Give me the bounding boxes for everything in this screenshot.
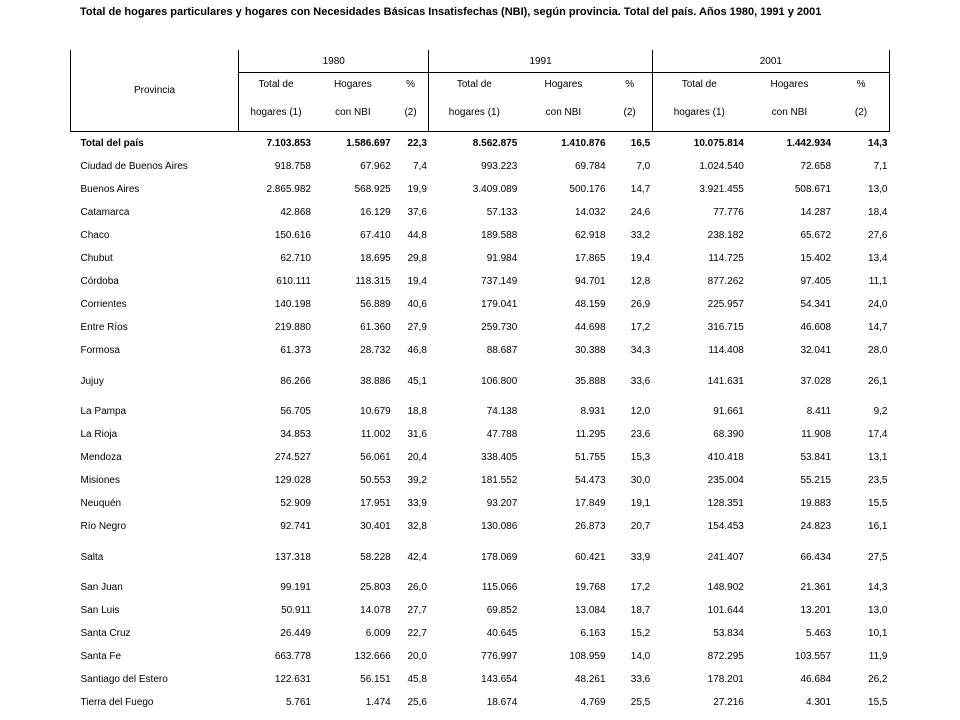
- value-cell: 148.902: [707, 582, 744, 593]
- value-cell: 62.710: [280, 253, 311, 264]
- table-row: [71, 224, 890, 247]
- value-cell: 108.959: [569, 651, 606, 662]
- value-cell: 508.671: [794, 184, 832, 195]
- value-cell: 46.608: [800, 322, 832, 333]
- table-row: [71, 155, 890, 178]
- value-cell: 26,1: [868, 375, 888, 387]
- value-cell: 26,2: [868, 674, 888, 685]
- value-cell: 51.755: [574, 452, 606, 463]
- value-cell: 17.865: [574, 253, 606, 264]
- value-cell: 67.410: [360, 230, 391, 241]
- subheader-total: Total de: [456, 78, 492, 90]
- value-cell: 16,1: [868, 521, 888, 532]
- value-cell: 5.761: [285, 697, 311, 708]
- value-cell: 42,4: [407, 551, 427, 563]
- value-cell: 122.631: [274, 674, 311, 685]
- value-cell: 33,9: [630, 551, 651, 563]
- value-cell: 46.684: [800, 674, 832, 685]
- value-cell: 13,0: [868, 605, 888, 616]
- value-cell: 30,0: [630, 475, 651, 486]
- value-cell: 7,1: [873, 161, 888, 172]
- value-cell: 410.418: [707, 452, 744, 463]
- value-cell: 26,0: [407, 582, 427, 593]
- value-cell: 14.078: [360, 605, 391, 616]
- value-cell: 33,2: [630, 230, 651, 241]
- value-cell: 12,8: [630, 276, 651, 287]
- province-name-cell: Neuquén: [80, 498, 122, 509]
- value-cell: 27,6: [868, 230, 888, 241]
- table-row: [71, 668, 890, 691]
- subheader-note-2: (2): [608, 95, 653, 132]
- value-cell: 99.191: [280, 582, 311, 593]
- value-cell: 18.695: [360, 253, 391, 264]
- value-cell: 18.674: [486, 697, 518, 708]
- nbi-table-sheet: [70, 50, 890, 714]
- value-cell: 8.562.875: [472, 138, 518, 149]
- value-cell: 25.803: [360, 582, 391, 593]
- value-cell: 91.984: [486, 253, 518, 264]
- value-cell: 178.201: [707, 674, 744, 685]
- value-cell: 106.800: [481, 375, 518, 387]
- value-cell: 14.032: [574, 207, 606, 218]
- value-cell: 918.758: [274, 161, 311, 172]
- value-cell: 11.908: [801, 429, 832, 440]
- value-cell: 62.918: [574, 230, 606, 241]
- table-row: [71, 622, 890, 645]
- value-cell: 114.725: [708, 253, 744, 264]
- value-cell: 776.997: [481, 651, 518, 662]
- value-cell: 316.715: [707, 322, 744, 333]
- value-cell: 16,5: [630, 138, 651, 149]
- value-cell: 141.631: [707, 375, 744, 387]
- subheader-pct: %: [833, 73, 889, 96]
- value-cell: 178.069: [481, 551, 518, 563]
- value-cell: 24.823: [800, 521, 832, 532]
- value-cell: 35.888: [574, 375, 606, 387]
- table-row: [71, 492, 890, 515]
- table-row: [71, 293, 890, 316]
- table-row: [71, 446, 890, 469]
- value-cell: 19,1: [630, 498, 651, 509]
- province-name-cell: Entre Ríos: [80, 322, 128, 333]
- value-cell: 26.449: [280, 628, 311, 639]
- value-cell: 118.315: [355, 276, 391, 287]
- year-2001-header: 2001: [652, 50, 889, 73]
- value-cell: 50.553: [360, 475, 391, 486]
- province-name-cell: San Luis: [80, 605, 120, 616]
- value-cell: 68.390: [713, 429, 744, 440]
- value-cell: 42.868: [280, 207, 311, 218]
- value-cell: 29,8: [407, 253, 427, 264]
- value-cell: 15,2: [630, 628, 651, 639]
- province-name-cell: Chaco: [80, 230, 110, 241]
- subheader-hogares: Hogares: [770, 78, 809, 90]
- value-cell: 132.666: [354, 651, 391, 662]
- table-row: [71, 316, 890, 339]
- value-cell: 663.778: [274, 651, 311, 662]
- value-cell: 143.654: [481, 674, 518, 685]
- value-cell: 56.889: [360, 299, 391, 310]
- value-cell: 9,2: [873, 406, 888, 417]
- value-cell: 66.434: [800, 551, 832, 563]
- value-cell: 19.883: [800, 498, 832, 509]
- value-cell: 25,5: [630, 697, 651, 708]
- value-cell: 93.207: [486, 498, 518, 509]
- subheader-hogares-1: hogares (1): [429, 95, 519, 132]
- province-name-cell: Chubut: [80, 253, 113, 264]
- subheader-hogares-1: hogares (1): [239, 95, 313, 132]
- value-cell: 65.672: [800, 230, 832, 241]
- subheader-note-2: (2): [833, 95, 889, 132]
- value-cell: 61.373: [280, 345, 311, 356]
- subheader-pct: %: [393, 73, 429, 96]
- table-row: [71, 178, 890, 201]
- value-cell: 16.129: [360, 207, 391, 218]
- value-cell: 8.411: [806, 406, 832, 417]
- value-cell: 86.266: [280, 375, 311, 387]
- value-cell: 11,1: [868, 276, 888, 287]
- value-cell: 128.351: [707, 498, 744, 509]
- value-cell: 7,4: [413, 161, 427, 172]
- province-name-cell: Córdoba: [80, 276, 119, 287]
- value-cell: 54.341: [800, 299, 832, 310]
- value-cell: 179.041: [481, 299, 518, 310]
- value-cell: 23,6: [630, 429, 651, 440]
- value-cell: 33,9: [407, 498, 427, 509]
- value-cell: 44,8: [407, 230, 427, 241]
- value-cell: 53.841: [800, 452, 832, 463]
- value-cell: 40,6: [407, 299, 427, 310]
- value-cell: 77.776: [713, 207, 744, 218]
- value-cell: 48.261: [574, 674, 606, 685]
- province-name-cell: Formosa: [80, 345, 120, 356]
- value-cell: 27.216: [713, 697, 744, 708]
- value-cell: 48.159: [574, 299, 606, 310]
- value-cell: 33,6: [630, 375, 651, 387]
- value-cell: 259.730: [481, 322, 518, 333]
- value-cell: 130.086: [481, 521, 518, 532]
- value-cell: 6.009: [365, 628, 391, 639]
- value-cell: 274.527: [274, 452, 311, 463]
- value-cell: 21.361: [800, 582, 832, 593]
- province-name-cell: San Juan: [80, 582, 123, 593]
- value-cell: 53.834: [713, 628, 744, 639]
- province-name-cell: Tierra del Fuego: [80, 697, 154, 708]
- value-cell: 18,8: [407, 406, 427, 417]
- value-cell: 610.111: [276, 276, 311, 287]
- value-cell: 17,4: [868, 429, 888, 440]
- value-cell: 67.962: [360, 161, 391, 172]
- value-cell: 1.410.876: [561, 138, 606, 149]
- year-1980-header: 1980: [239, 50, 429, 73]
- value-cell: 45,8: [407, 674, 427, 685]
- value-cell: 15,5: [868, 498, 888, 509]
- value-cell: 11.295: [575, 429, 606, 440]
- subheader-hogares: Hogares: [544, 78, 583, 90]
- value-cell: 97.405: [800, 276, 832, 287]
- value-cell: 56.151: [360, 674, 391, 685]
- table-row: [71, 691, 890, 714]
- value-cell: 45,1: [407, 375, 427, 387]
- table-body: [71, 132, 890, 715]
- value-cell: 92.741: [280, 521, 311, 532]
- subheader-con-nbi: con NBI: [519, 95, 607, 132]
- value-cell: 241.407: [707, 551, 744, 563]
- value-cell: 2.865.982: [266, 184, 311, 195]
- value-cell: 3.921.455: [699, 184, 744, 195]
- value-cell: 23,5: [868, 475, 888, 486]
- value-cell: 13,0: [868, 184, 888, 195]
- subheader-con-nbi: con NBI: [746, 95, 833, 132]
- value-cell: 58.228: [360, 551, 391, 563]
- table-row: [71, 576, 890, 599]
- value-cell: 20,7: [630, 521, 651, 532]
- value-cell: 15.402: [800, 253, 832, 264]
- value-cell: 74.138: [486, 406, 518, 417]
- value-cell: 57.133: [486, 207, 518, 218]
- value-cell: 13.201: [800, 605, 832, 616]
- value-cell: 14,0: [630, 651, 651, 662]
- table-row: [71, 515, 890, 538]
- value-cell: 27,7: [407, 605, 427, 616]
- province-name-cell: Misiones: [80, 475, 120, 486]
- value-cell: 18,4: [868, 207, 888, 218]
- table-row: [71, 247, 890, 270]
- table-row: [71, 469, 890, 492]
- value-cell: 46,8: [407, 345, 427, 356]
- value-cell: 7,0: [636, 161, 651, 172]
- subheader-con-nbi: con NBI: [313, 95, 393, 132]
- value-cell: 34,3: [630, 345, 651, 356]
- value-cell: 181.552: [481, 475, 518, 486]
- value-cell: 5.463: [806, 628, 832, 639]
- value-cell: 19,4: [630, 253, 651, 264]
- value-cell: 6.163: [580, 628, 606, 639]
- value-cell: 39,2: [407, 475, 427, 486]
- value-cell: 28,0: [868, 345, 888, 356]
- table-row: [71, 645, 890, 668]
- subheader-hogares-1: hogares (1): [652, 95, 746, 132]
- value-cell: 15,3: [630, 452, 651, 463]
- province-header: Provincia: [71, 50, 239, 132]
- value-cell: 27,5: [868, 551, 888, 563]
- value-cell: 20,4: [407, 452, 427, 463]
- value-cell: 22,7: [407, 628, 427, 639]
- value-cell: 72.658: [800, 161, 832, 172]
- value-cell: 61.360: [360, 322, 391, 333]
- value-cell: 55.215: [800, 475, 832, 486]
- value-cell: 877.262: [707, 276, 744, 287]
- table-row: [71, 201, 890, 224]
- province-name-cell: Total del país: [80, 138, 144, 149]
- value-cell: 56.061: [360, 452, 391, 463]
- value-cell: 14,7: [868, 322, 888, 333]
- province-name-cell: Mendoza: [80, 452, 122, 463]
- value-cell: 12,0: [630, 406, 651, 417]
- value-cell: 18,7: [630, 605, 651, 616]
- value-cell: 20,0: [407, 651, 427, 662]
- value-cell: 91.661: [713, 406, 744, 417]
- nbi-table: [70, 50, 890, 714]
- value-cell: 737.149: [481, 276, 518, 287]
- table-row: [71, 270, 890, 293]
- value-cell: 1.024.540: [699, 161, 744, 172]
- value-cell: 69.784: [574, 161, 606, 172]
- value-cell: 103.557: [794, 651, 832, 662]
- value-cell: 14.287: [800, 207, 832, 218]
- value-cell: 33,6: [630, 674, 651, 685]
- value-cell: 1.586.697: [346, 138, 391, 149]
- province-name-cell: Corrientes: [80, 299, 127, 310]
- value-cell: 50.911: [281, 605, 311, 616]
- subheader-total: Total de: [258, 78, 294, 90]
- value-cell: 37,6: [407, 207, 427, 218]
- table-row: [71, 599, 890, 622]
- value-cell: 1.474: [365, 697, 391, 708]
- province-name-cell: Río Negro: [80, 521, 127, 532]
- value-cell: 44.698: [574, 322, 606, 333]
- table-title: Total de hogares particulares y hogares con Necesidades Básicas Insatisfechas (NBI), según provincia. Total del país. Años 1980, 1991 y 2001: [80, 6, 822, 18]
- value-cell: 235.004: [707, 475, 744, 486]
- value-cell: 40.645: [486, 628, 518, 639]
- value-cell: 17.951: [360, 498, 391, 509]
- province-name-cell: Buenos Aires: [80, 184, 140, 195]
- value-cell: 4.769: [580, 697, 606, 708]
- value-cell: 31,6: [407, 429, 427, 440]
- value-cell: 60.421: [574, 551, 606, 563]
- value-cell: 13,4: [868, 253, 888, 264]
- value-cell: 993.223: [481, 161, 518, 172]
- value-cell: 10.679: [360, 406, 391, 417]
- value-cell: 219.880: [274, 322, 311, 333]
- subheader-hogares: Hogares: [333, 78, 372, 90]
- value-cell: 1.442.934: [786, 138, 832, 149]
- value-cell: 8.931: [580, 406, 606, 417]
- subheader-pct: %: [608, 73, 653, 96]
- value-cell: 56.705: [280, 406, 311, 417]
- value-cell: 27,9: [407, 322, 427, 333]
- table-row: [71, 339, 890, 362]
- value-cell: 26,9: [630, 299, 651, 310]
- value-cell: 17,2: [630, 582, 651, 593]
- value-cell: 14,7: [630, 184, 651, 195]
- province-name-cell: Jujuy: [80, 375, 104, 387]
- province-name-cell: Catamarca: [80, 207, 130, 218]
- value-cell: 11.002: [360, 429, 391, 440]
- value-cell: 150.616: [274, 230, 311, 241]
- value-cell: 28.732: [360, 345, 391, 356]
- value-cell: 19,4: [407, 276, 427, 287]
- value-cell: 14,3: [868, 138, 888, 149]
- value-cell: 37.028: [800, 375, 832, 387]
- value-cell: 189.588: [481, 230, 518, 241]
- value-cell: 872.295: [707, 651, 744, 662]
- value-cell: 26.873: [574, 521, 606, 532]
- table-row: [71, 423, 890, 446]
- subheader-note-2: (2): [393, 95, 429, 132]
- value-cell: 15,5: [868, 697, 888, 708]
- value-cell: 54.473: [574, 475, 606, 486]
- value-cell: 568.925: [354, 184, 391, 195]
- value-cell: 94.701: [574, 276, 606, 287]
- value-cell: 69.852: [486, 605, 518, 616]
- value-cell: 19.768: [574, 582, 606, 593]
- value-cell: 7.103.853: [266, 138, 311, 149]
- value-cell: 3.409.089: [472, 184, 518, 195]
- value-cell: 22,3: [407, 138, 427, 149]
- value-cell: 24,6: [630, 207, 651, 218]
- value-cell: 500.176: [569, 184, 606, 195]
- year-header-row: [71, 50, 890, 73]
- value-cell: 154.453: [707, 521, 744, 532]
- value-cell: 11,9: [868, 651, 888, 662]
- total-row: [71, 132, 890, 156]
- value-cell: 140.198: [274, 299, 311, 310]
- subheader-total: Total de: [681, 78, 717, 90]
- value-cell: 225.957: [707, 299, 744, 310]
- province-name-cell: Santa Fe: [80, 651, 122, 662]
- value-cell: 238.182: [707, 230, 744, 241]
- value-cell: 338.405: [481, 452, 518, 463]
- value-cell: 17.849: [574, 498, 606, 509]
- value-cell: 4.301: [806, 697, 832, 708]
- value-cell: 47.788: [486, 429, 518, 440]
- value-cell: 34.853: [280, 429, 311, 440]
- value-cell: 32.041: [800, 345, 832, 356]
- province-name-cell: Salta: [80, 551, 104, 563]
- value-cell: 19,9: [407, 184, 427, 195]
- value-cell: 38.886: [360, 375, 391, 387]
- value-cell: 17,2: [630, 322, 651, 333]
- value-cell: 10,1: [868, 628, 888, 639]
- table-row: [71, 538, 890, 576]
- value-cell: 25,6: [407, 697, 427, 708]
- value-cell: 10.075.814: [693, 138, 744, 149]
- value-cell: 52.909: [280, 498, 311, 509]
- value-cell: 14,3: [868, 582, 888, 593]
- value-cell: 101.644: [707, 605, 744, 616]
- province-name-cell: Santiago del Estero: [80, 674, 168, 685]
- table-row: [71, 400, 890, 423]
- value-cell: 13.084: [574, 605, 606, 616]
- value-cell: 115.066: [481, 582, 518, 593]
- value-cell: 30.401: [360, 521, 391, 532]
- value-cell: 32,8: [407, 521, 427, 532]
- province-name-cell: La Rioja: [80, 429, 118, 440]
- value-cell: 88.687: [486, 345, 518, 356]
- value-cell: 24,0: [868, 299, 888, 310]
- value-cell: 13,1: [868, 452, 888, 463]
- table-row: [71, 362, 890, 400]
- value-cell: 129.028: [274, 475, 311, 486]
- value-cell: 114.408: [708, 345, 744, 356]
- province-name-cell: Ciudad de Buenos Aires: [80, 161, 188, 172]
- year-1991-header: 1991: [429, 50, 652, 73]
- province-name-cell: Santa Cruz: [80, 628, 131, 639]
- value-cell: 137.318: [274, 551, 311, 563]
- province-name-cell: La Pampa: [80, 406, 127, 417]
- value-cell: 30.388: [574, 345, 606, 356]
